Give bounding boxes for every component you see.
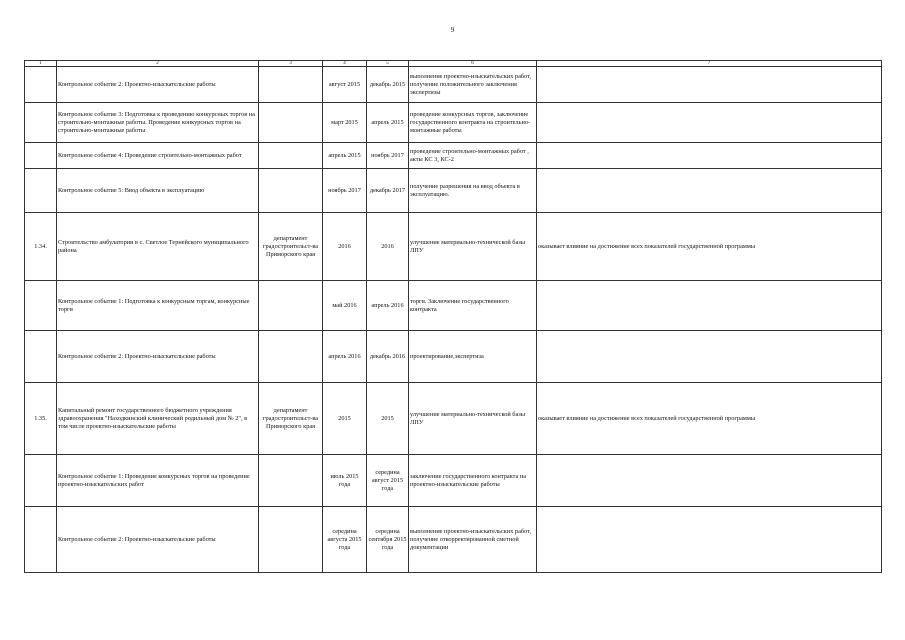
impact-note [537,103,882,143]
header-cell: 7 [537,61,882,67]
expected-result: улучшение материально-технической базы ЛПУ [409,213,537,281]
start-date: август 2015 [323,67,367,103]
impact-note [537,331,882,383]
expected-result: выполнение проектно-изыскательских работ, получение откорректированной сметной документации [409,507,537,573]
impact-note [537,169,882,213]
start-date: ноябрь 2017 [323,169,367,213]
row-number: 1.35. [25,383,57,455]
end-date: декабрь 2015 [367,67,409,103]
end-date: ноябрь 2017 [367,143,409,169]
end-date: декабрь 2017 [367,169,409,213]
expected-result: проведение конкурсных торгов, заключение государственного контракта на строительно-монтажные работы [409,103,537,143]
header-cell: 1 [25,61,57,67]
expected-result: проведение строительно-монтажных работ , акты КС 3, КС-2 [409,143,537,169]
table-row [25,281,882,331]
executor [259,67,323,103]
header-cell: 2 [57,61,259,67]
executor [259,331,323,383]
start-date: середина августа 2015 года [323,507,367,573]
table-row [25,67,882,103]
end-date: 2015 [367,383,409,455]
expected-result: выполнение проектно-изыскательских работ, получение положительного заключения экспертизы [409,67,537,103]
header-cell: 4 [323,61,367,67]
table-row [25,103,882,143]
impact-note [537,67,882,103]
page-number: 9 [450,26,455,34]
row-number [25,103,57,143]
row-number [25,331,57,383]
end-date: апрель 2016 [367,281,409,331]
start-date: июль 2015 года [323,455,367,507]
row-number [25,507,57,573]
expected-result: заключение государственного контракта на проектно-изыскательские работы [409,455,537,507]
start-date: апрель 2015 [323,143,367,169]
impact-note [537,507,882,573]
table-row [25,383,882,455]
event-name: Строительство амбулатории в с. Светлое Тернейского муниципального района [57,213,259,281]
event-name: Контрольное событие 5: Ввод объекта в эксплуатацию [57,169,259,213]
start-date: май 2016 [323,281,367,331]
executor [259,169,323,213]
table-row [25,169,882,213]
executor: департамент градостроительст-ва Приморского края [259,383,323,455]
expected-result: улучшение материально-технической базы ЛПУ [409,383,537,455]
row-number [25,455,57,507]
start-date: 2015 [323,383,367,455]
executor [259,143,323,169]
end-date: апрель 2015 [367,103,409,143]
event-name: Контрольное событие 2: Проектно-изыскательские работы [57,331,259,383]
expected-result: торги. Заключение государственного контракта [409,281,537,331]
start-date: апрель 2016 [323,331,367,383]
end-date: середина август 2015 года [367,455,409,507]
row-number: 1.34. [25,213,57,281]
end-date: 2016 [367,213,409,281]
event-name: Капитальный ремонт государственного бюджетного учреждения здравоохранения "Находкинский клинический родильный дом № 2", в том числе проектно-изыскательские работы [57,383,259,455]
header-cell: 6 [409,61,537,67]
event-name: Контрольное событие 2: Проектно-изыскательские работы [57,67,259,103]
row-number [25,169,57,213]
impact-note [537,281,882,331]
event-name: Контрольное событие 3: Подготовка к проведению конкурсных торгов на строительно-монтажные работы. Проведение конкурсных торгов на строительно-монтажные работы [57,103,259,143]
header-cell: 3 [259,61,323,67]
impact-note [537,143,882,169]
impact-note: оказывает влияние на достижение всех показателей государственной программы [537,383,882,455]
impact-note: оказывает влияние на достижение всех показателей государственной программы [537,213,882,281]
event-name: Контрольное событие 1: Проведение конкурсных торгов на проведение проектно-изыскательских работ [57,455,259,507]
event-name: Контрольное событие 4: Проведение строительно-монтажных работ [57,143,259,169]
expected-result: получение разрешения на ввод объекта в эксплуатацию. [409,169,537,213]
executor [259,281,323,331]
table-row [25,455,882,507]
table-row [25,331,882,383]
plan-table [24,60,882,573]
executor [259,455,323,507]
executor: департамент градостроительст-ва Приморского края [259,213,323,281]
impact-note [537,455,882,507]
event-name: Контрольное событие 2: Проектно-изыскательские работы [57,507,259,573]
start-date: март 2015 [323,103,367,143]
table-row [25,143,882,169]
executor [259,103,323,143]
header-cell: 5 [367,61,409,67]
end-date: середина сентября 2015 года [367,507,409,573]
row-number [25,143,57,169]
row-number [25,67,57,103]
expected-result: проектирование,экспертиза [409,331,537,383]
event-name: Контрольное событие 1: Подготовка к конкурсным торгам, конкурсные торги [57,281,259,331]
executor [259,507,323,573]
start-date: 2016 [323,213,367,281]
row-number [25,281,57,331]
end-date: декабрь 2016 [367,331,409,383]
table-row [25,507,882,573]
table-row [25,213,882,281]
